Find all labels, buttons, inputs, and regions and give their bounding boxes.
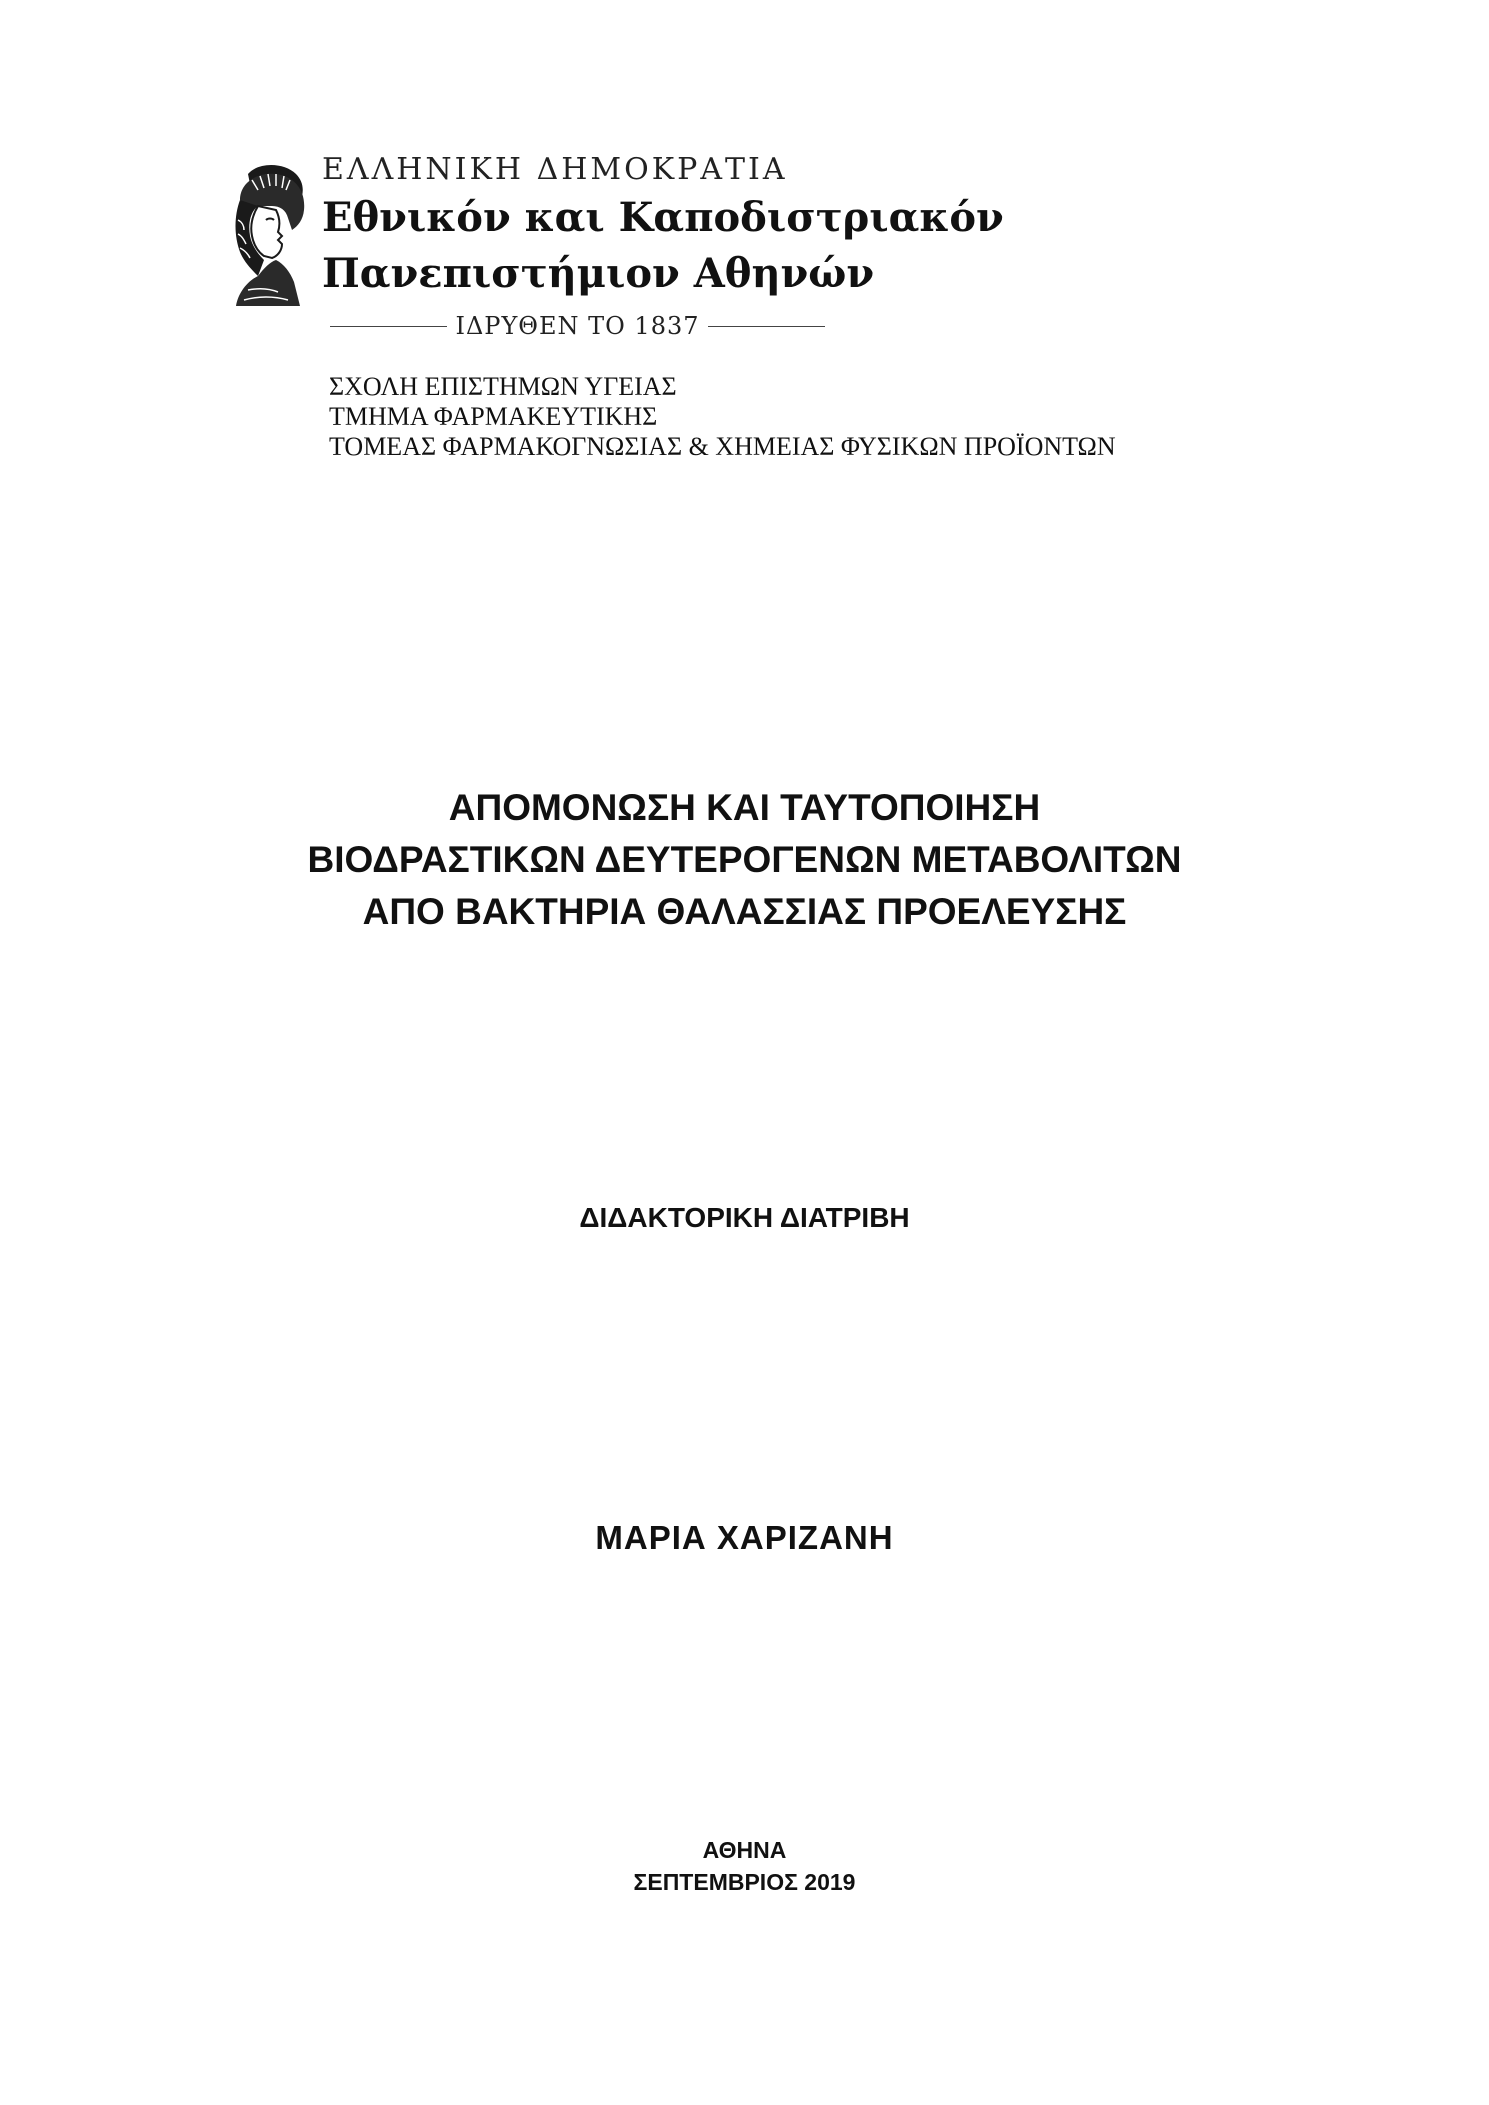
footer-city: ΑΘΗΝΑ [702, 1837, 787, 1863]
founded-rule-right [708, 326, 825, 327]
author-name: ΜΑΡΙΑ ΧΑΡΙΖΑΝΗ [595, 1519, 894, 1556]
university-name-line2: Πανεπιστήμιον Αθηνών [322, 250, 875, 297]
department-name: ΤΜΗΜΑ ΦΑΡΜΑΚΕΥΤΙΚΗΣ [329, 402, 658, 431]
athena-head-icon [218, 160, 318, 310]
university-name-line1: Εθνικόν και Καποδιστριακόν [322, 194, 1004, 241]
founded-label: ΙΔΡΥΘΕΝ ΤΟ 1837 [455, 312, 700, 340]
school-name: ΣΧΟΛΗ ΕΠΙΣΤΗΜΩΝ ΥΓΕΙΑΣ [329, 372, 677, 401]
thesis-type: ΔΙΔΑΚΤΟΡΙΚΗ ΔΙΑΤΡΙΒΗ [579, 1202, 910, 1233]
footer-block [0, 1834, 1489, 1898]
thesis-title [0, 782, 1489, 938]
sector-name: ΤΟΜΕΑΣ ΦΑΡΜΑΚΟΓΝΩΣΙΑΣ & ΧΗΜΕΙΑΣ ΦΥΣΙΚΩΝ ΠΡΟΪΟΝΤΩΝ [329, 432, 1116, 461]
thesis-title-line1: ΑΠΟΜΟΝΩΣΗ ΚΑΙ ΤΑΥΤΟΠΟΙΗΣΗ [448, 787, 1041, 828]
founded-row [330, 308, 825, 344]
thesis-title-line2: ΒΙΟΔΡΑΣΤΙΚΩΝ ΔΕΥΤΕΡΟΓΕΝΩΝ ΜΕΤΑΒΟΛΙΤΩΝ [307, 839, 1182, 880]
department-block [329, 372, 1116, 462]
republic-label: ΕΛΛΗΝΙΚΗ ΔΗΜΟΚΡΑΤΙΑ [322, 152, 788, 187]
founded-rule-left [330, 326, 447, 327]
footer-date: ΣΕΠΤΕΜΒΡΙΟΣ 2019 [633, 1869, 856, 1895]
thesis-title-line3: ΑΠΟ ΒΑΚΤΗΡΙΑ ΘΑΛΑΣΣΙΑΣ ΠΡΟΕΛΕΥΣΗΣ [362, 891, 1127, 932]
university-header [322, 150, 1022, 302]
